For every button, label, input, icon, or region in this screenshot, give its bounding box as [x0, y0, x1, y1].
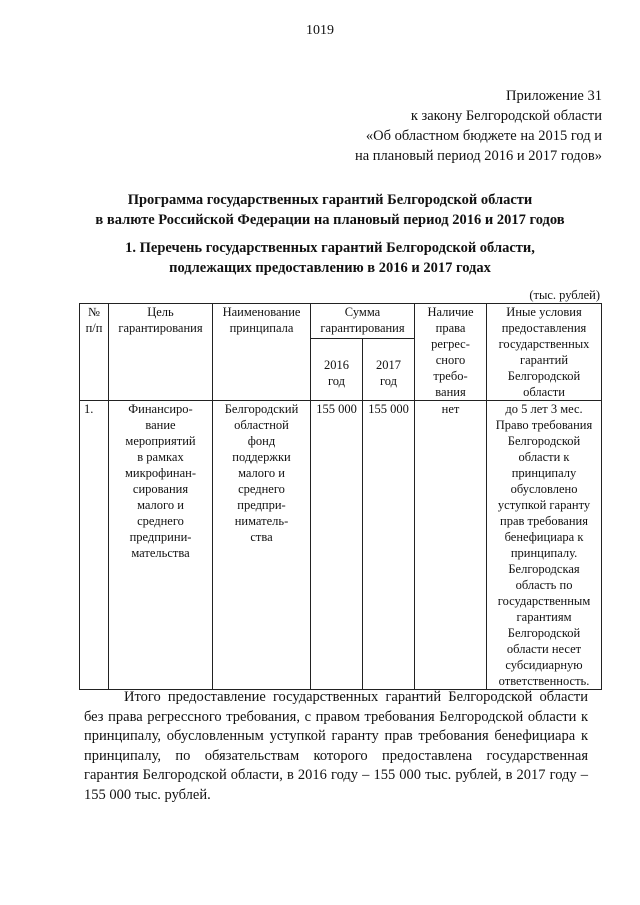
- section-title-line: 1. Перечень государственных гарантий Белгородской области,: [125, 240, 535, 256]
- row-principal: Белгородский областной фонд поддержки малого и среднего предпри- ниматель- ства: [213, 401, 311, 690]
- header-year-2016: 2016 год: [311, 339, 363, 401]
- guarantees-table: [79, 303, 602, 690]
- row-number: 1.: [80, 401, 109, 690]
- summary-paragraph: Итого предоставление государственных гарантий Белгородской области без права регрессного требования, с правом требования Белгородской области к принципалу, обусловленным уступкой гаранту прав требования бенефициара к принципалу, по обязательствам которого предоставлена государственная гарантия Белгородской области, в 2016 году – 155 000 тыс. рублей, в 2017 году – 155 000 тыс. рублей.: [84, 689, 588, 803]
- row-sum-2017: 155 000: [363, 401, 415, 690]
- program-title-line: Программа государственных гарантий Белгородской области: [127, 192, 533, 208]
- row-sum-2016: 155 000: [311, 401, 363, 690]
- appendix-line: на плановый период 2016 и 2017 годов»: [354, 148, 602, 164]
- row-purpose: Финансиро- вание мероприятий в рамках микрофинан- сирования малого и среднего предприни- мательства: [109, 401, 213, 690]
- appendix-line: к закону Белгородской области: [410, 108, 602, 124]
- section-title-line: подлежащих предоставлению в 2016 и 2017 годах: [169, 260, 491, 276]
- page-number: 1019: [306, 23, 334, 38]
- row-recourse: нет: [415, 401, 487, 690]
- header-principal: Наименование принципала: [213, 304, 311, 401]
- appendix-line: «Об областном бюджете на 2015 год и: [365, 128, 602, 144]
- header-year-2017: 2017 год: [363, 339, 415, 401]
- program-title: [60, 190, 600, 230]
- row-other-conditions: до 5 лет 3 мес. Право требования Белгородской области к принципалу обусловлено уступкой гаранту прав требования бенефициара к принципалу. Белгородская область по государственным гарантиям Белгородской области несет субсидиарную ответственность.: [487, 401, 602, 690]
- units-label: (тыс. рублей): [529, 288, 600, 302]
- program-title-line: в валюте Российской Федерации на плановый период 2016 и 2017 годов: [95, 212, 565, 228]
- appendix-reference: [355, 86, 602, 166]
- header-sum: Сумма гарантирования: [311, 304, 415, 339]
- header-num: № п/п: [80, 304, 109, 401]
- appendix-line: Приложение 31: [506, 88, 602, 104]
- table-row: [80, 401, 602, 690]
- header-purpose: Цель гарантирования: [109, 304, 213, 401]
- header-recourse: Наличие права регрес- сного требо- вания: [415, 304, 487, 401]
- header-other-conditions: Иные условия предоставления государственных гарантий Белгородской области: [487, 304, 602, 401]
- section-title: [60, 238, 600, 278]
